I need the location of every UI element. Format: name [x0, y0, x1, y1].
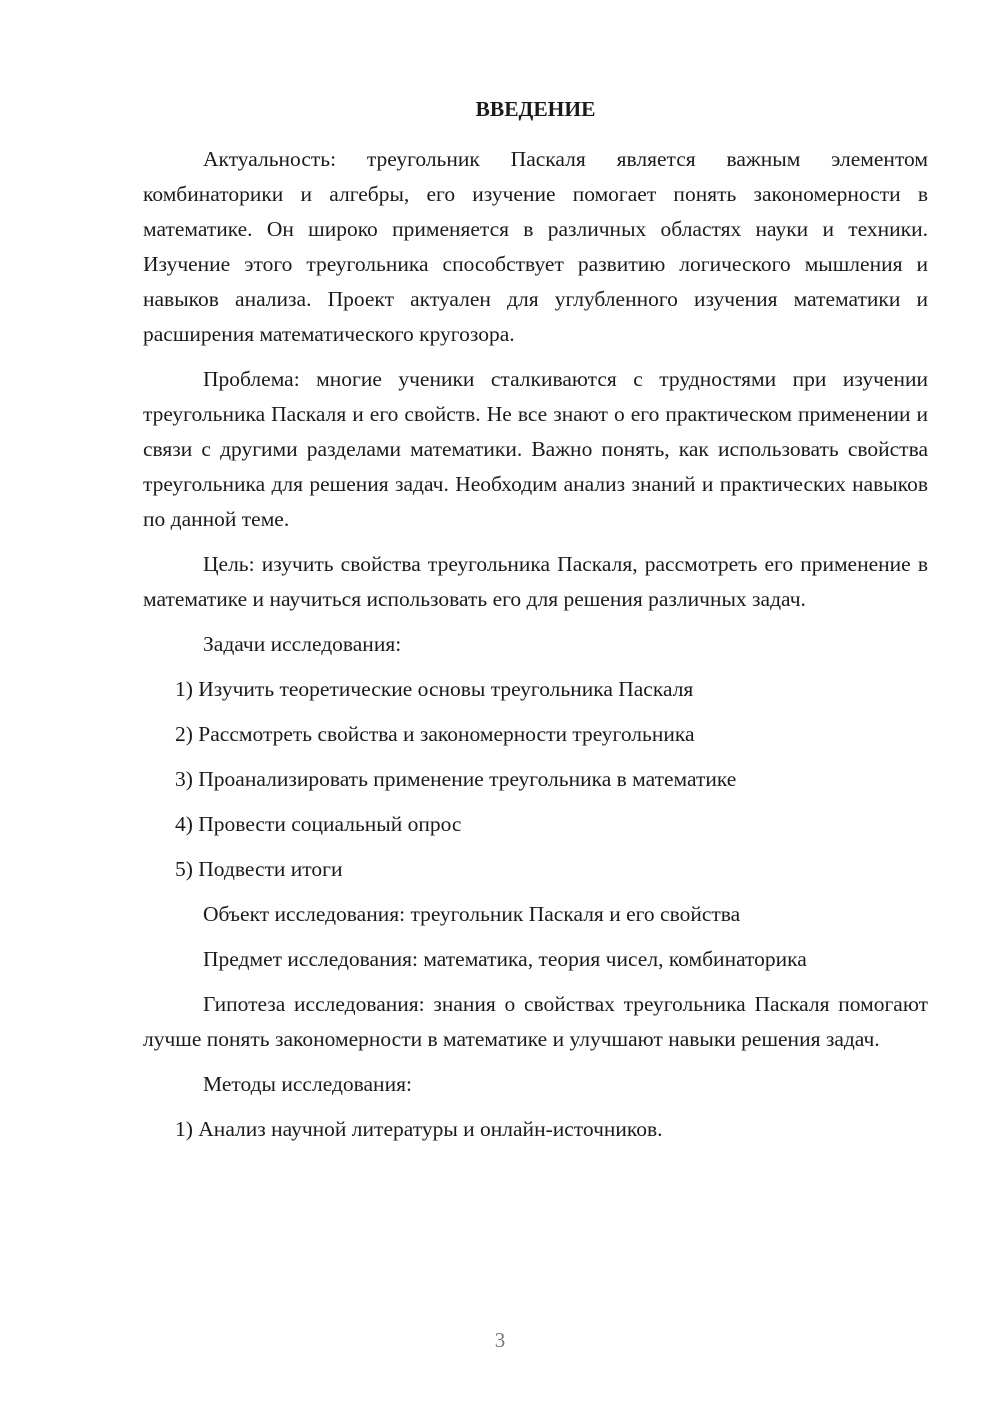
task-item: 2) Рассмотреть свойства и закономерности треугольника — [175, 722, 695, 746]
task-item: 3) Проанализировать применение треугольника в математике — [175, 767, 737, 791]
task-item: 4) Провести социальный опрос — [175, 812, 462, 836]
document-page — [143, 92, 928, 1157]
goal-paragraph: Цель: изучить свойства треугольника Паскаля, рассмотреть его применение в математике и научиться использовать его для решения различных задач. — [143, 552, 928, 611]
tasks-title: Задачи исследования: — [203, 632, 402, 656]
task-item: 5) Подвести итоги — [175, 857, 343, 881]
research-object: Объект исследования: треугольник Паскаля и его свойства — [203, 902, 741, 926]
research-subject: Предмет исследования: математика, теория чисел, комбинаторика — [203, 947, 807, 971]
task-item: 1) Изучить теоретические основы треугольника Паскаля — [175, 677, 694, 701]
problem-paragraph: Проблема: многие ученики сталкиваются с трудностями при изучении треугольника Паскаля и его свойств. Не все знают о его практическом применении и связи с другими разделами математики. Важно понять, как использовать свойства треугольника для решения задач. Необходим анализ знаний и практических навыков по данной теме. — [143, 367, 928, 531]
method-item: 1) Анализ научной литературы и онлайн-источников. — [175, 1117, 663, 1141]
relevance-paragraph: Актуальность: треугольник Паскаля является важным элементом комбинаторики и алгебры, его изучение помогает понять закономерности в математике. Он широко применяется в различных областях науки и техники. Изучение этого треугольника способствует развитию логического мышления и навыков анализа. Проект актуален для углубленного изучения математики и расширения математического кругозора. — [143, 147, 928, 346]
page-number: 3 — [494, 1328, 506, 1352]
section-heading: ВВЕДЕНИЕ — [475, 97, 596, 121]
hypothesis-paragraph: Гипотеза исследования: знания о свойствах треугольника Паскаля помогают лучше понять закономерности в математике и улучшают навыки решения задач. — [143, 992, 928, 1051]
methods-title: Методы исследования: — [203, 1072, 412, 1096]
